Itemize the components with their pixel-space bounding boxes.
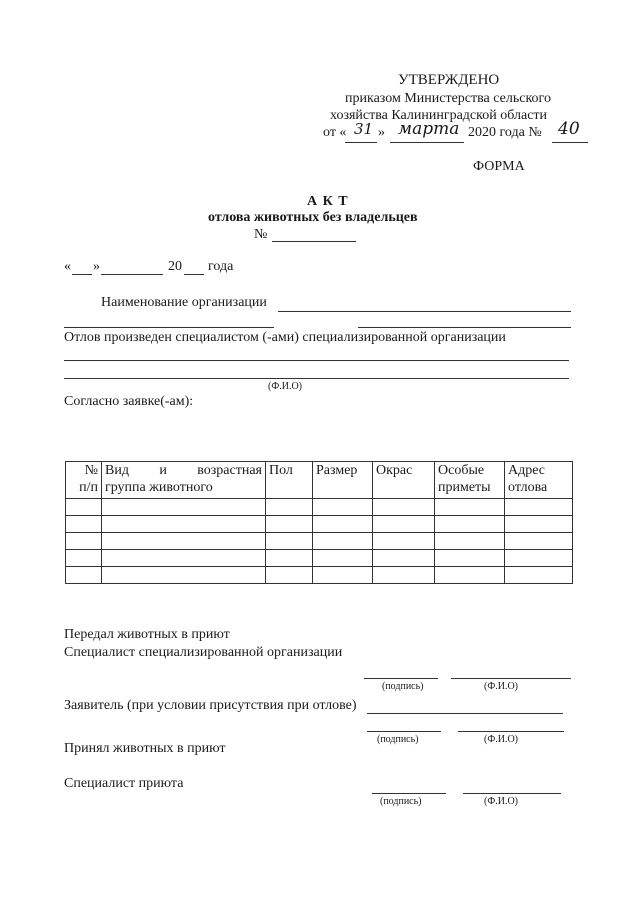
header-number-line2: п/п <box>79 480 98 495</box>
date-open-quote: « <box>64 259 71 274</box>
header-number <box>66 462 102 499</box>
table-cell[interactable] <box>505 499 573 516</box>
date-month-line <box>101 274 163 275</box>
table-cell[interactable] <box>435 516 505 533</box>
table-cell[interactable] <box>313 499 373 516</box>
header-address <box>505 462 573 499</box>
approval-from-label: от « <box>323 125 347 140</box>
shelter-specialist-label: Специалист приюта <box>64 776 184 791</box>
caught-by-line-1 <box>64 360 569 361</box>
header-address-line2: отлова <box>508 480 548 495</box>
request-label: Согласно заявке(-ам): <box>64 394 194 409</box>
approval-year-text: 2020 года № <box>468 125 542 140</box>
header-number-line1: № <box>84 463 98 478</box>
table-cell[interactable] <box>266 516 313 533</box>
approval-line-2: хозяйства Калининградской области <box>330 108 548 123</box>
applicant-fio-hint: (Ф.И.О) <box>484 734 519 745</box>
header-kind-line2: группа животного <box>105 480 213 495</box>
table-cell[interactable] <box>373 516 435 533</box>
header-kind-word-3: возрастная <box>197 463 262 478</box>
specialist-sign-line <box>364 678 438 679</box>
table-cell[interactable] <box>373 567 435 584</box>
table-cell[interactable] <box>102 499 266 516</box>
applicant-sign-hint: (подпись) <box>377 734 419 745</box>
table-cell[interactable] <box>313 533 373 550</box>
table-cell[interactable] <box>266 499 313 516</box>
date-year-prefix: 20 <box>168 259 182 274</box>
table-row <box>66 550 573 567</box>
form-label: ФОРМА <box>473 159 525 174</box>
table-cell[interactable] <box>435 550 505 567</box>
table-cell[interactable] <box>266 550 313 567</box>
approval-number: 40 <box>558 119 580 139</box>
table-cell[interactable] <box>435 533 505 550</box>
table-cell[interactable] <box>66 499 102 516</box>
header-size: Размер <box>313 462 373 499</box>
table-cell[interactable] <box>66 533 102 550</box>
shelter-fio-hint: (Ф.И.О) <box>484 796 519 807</box>
specialist-org-label: Специалист специализированной организации <box>64 645 343 660</box>
header-color: Окрас <box>373 462 435 499</box>
table-cell[interactable] <box>435 567 505 584</box>
date-close-quote: » <box>93 259 100 274</box>
header-sex: Пол <box>266 462 313 499</box>
specialist-fio-hint: (Ф.И.О) <box>484 681 519 692</box>
header-kind-word-2: и <box>159 463 167 478</box>
table-cell[interactable] <box>266 567 313 584</box>
table-cell[interactable] <box>435 499 505 516</box>
date-day-line <box>72 274 92 275</box>
specialist-fio-line <box>451 678 571 679</box>
table-row <box>66 499 573 516</box>
applicant-line <box>367 713 563 714</box>
date-year-suffix: года <box>208 259 234 274</box>
table-cell[interactable] <box>505 550 573 567</box>
approval-month-line <box>390 142 464 143</box>
applicant-label: Заявитель (при условии присутствия при отлове) <box>64 698 357 713</box>
caught-by-fio-hint: (Ф.И.О) <box>268 381 303 392</box>
header-address-line1: Адрес <box>508 463 546 478</box>
table-cell[interactable] <box>373 499 435 516</box>
date-year-line <box>184 274 204 275</box>
act-number-line <box>272 241 356 242</box>
table-cell[interactable] <box>266 533 313 550</box>
org-name-label: Наименование организации <box>101 295 267 310</box>
org-name-line-2b <box>358 327 571 328</box>
table-cell[interactable] <box>505 567 573 584</box>
header-kind-line1 <box>105 462 262 479</box>
table-cell[interactable] <box>373 550 435 567</box>
approval-number-line <box>552 142 588 143</box>
table-cell[interactable] <box>102 567 266 584</box>
table-cell[interactable] <box>505 533 573 550</box>
table-cell[interactable] <box>505 516 573 533</box>
org-name-line-2a <box>64 327 274 328</box>
shelter-fio-line <box>463 793 561 794</box>
approval-day-line <box>345 142 377 143</box>
table-row <box>66 516 573 533</box>
caught-by-label: Отлов произведен специалистом (-ами) специализированной организации <box>64 330 506 345</box>
caught-by-line-2 <box>64 378 569 379</box>
act-subtitle: отлова животных без владельцев <box>208 210 418 225</box>
approval-line-1: приказом Министерства сельского <box>345 91 551 106</box>
header-kind-word-1: Вид <box>105 463 129 478</box>
act-title: А К Т <box>307 194 349 209</box>
table-row <box>66 567 573 584</box>
table-cell[interactable] <box>313 550 373 567</box>
shelter-sign-hint: (подпись) <box>380 796 422 807</box>
table-row <box>66 533 573 550</box>
animals-table <box>65 461 573 584</box>
header-marks-line2: приметы <box>438 480 491 495</box>
applicant-fio-line <box>458 731 564 732</box>
table-header-row <box>66 462 573 499</box>
act-number-sign: № <box>254 227 268 242</box>
table-cell[interactable] <box>313 567 373 584</box>
received-label: Принял животных в приют <box>64 741 226 756</box>
approved-heading: УТВЕРЖДЕНО <box>398 72 500 88</box>
table-cell[interactable] <box>66 567 102 584</box>
table-cell[interactable] <box>102 533 266 550</box>
approval-month: марта <box>398 119 460 139</box>
table-cell[interactable] <box>66 516 102 533</box>
shelter-sign-line <box>372 793 446 794</box>
header-marks <box>435 462 505 499</box>
approval-mid-quote: » <box>378 125 385 140</box>
handed-label: Передал животных в приют <box>64 627 230 642</box>
table-cell[interactable] <box>66 550 102 567</box>
table-cell[interactable] <box>373 533 435 550</box>
org-name-line-1 <box>278 311 571 312</box>
table-cell[interactable] <box>102 550 266 567</box>
specialist-sign-hint: (подпись) <box>382 681 424 692</box>
table-body <box>66 499 573 584</box>
table-cell[interactable] <box>313 516 373 533</box>
table-cell[interactable] <box>102 516 266 533</box>
header-kind <box>102 462 266 499</box>
header-marks-line1: Особые <box>438 463 485 478</box>
approval-day: 31 <box>354 120 374 138</box>
applicant-sign-line <box>367 731 441 732</box>
